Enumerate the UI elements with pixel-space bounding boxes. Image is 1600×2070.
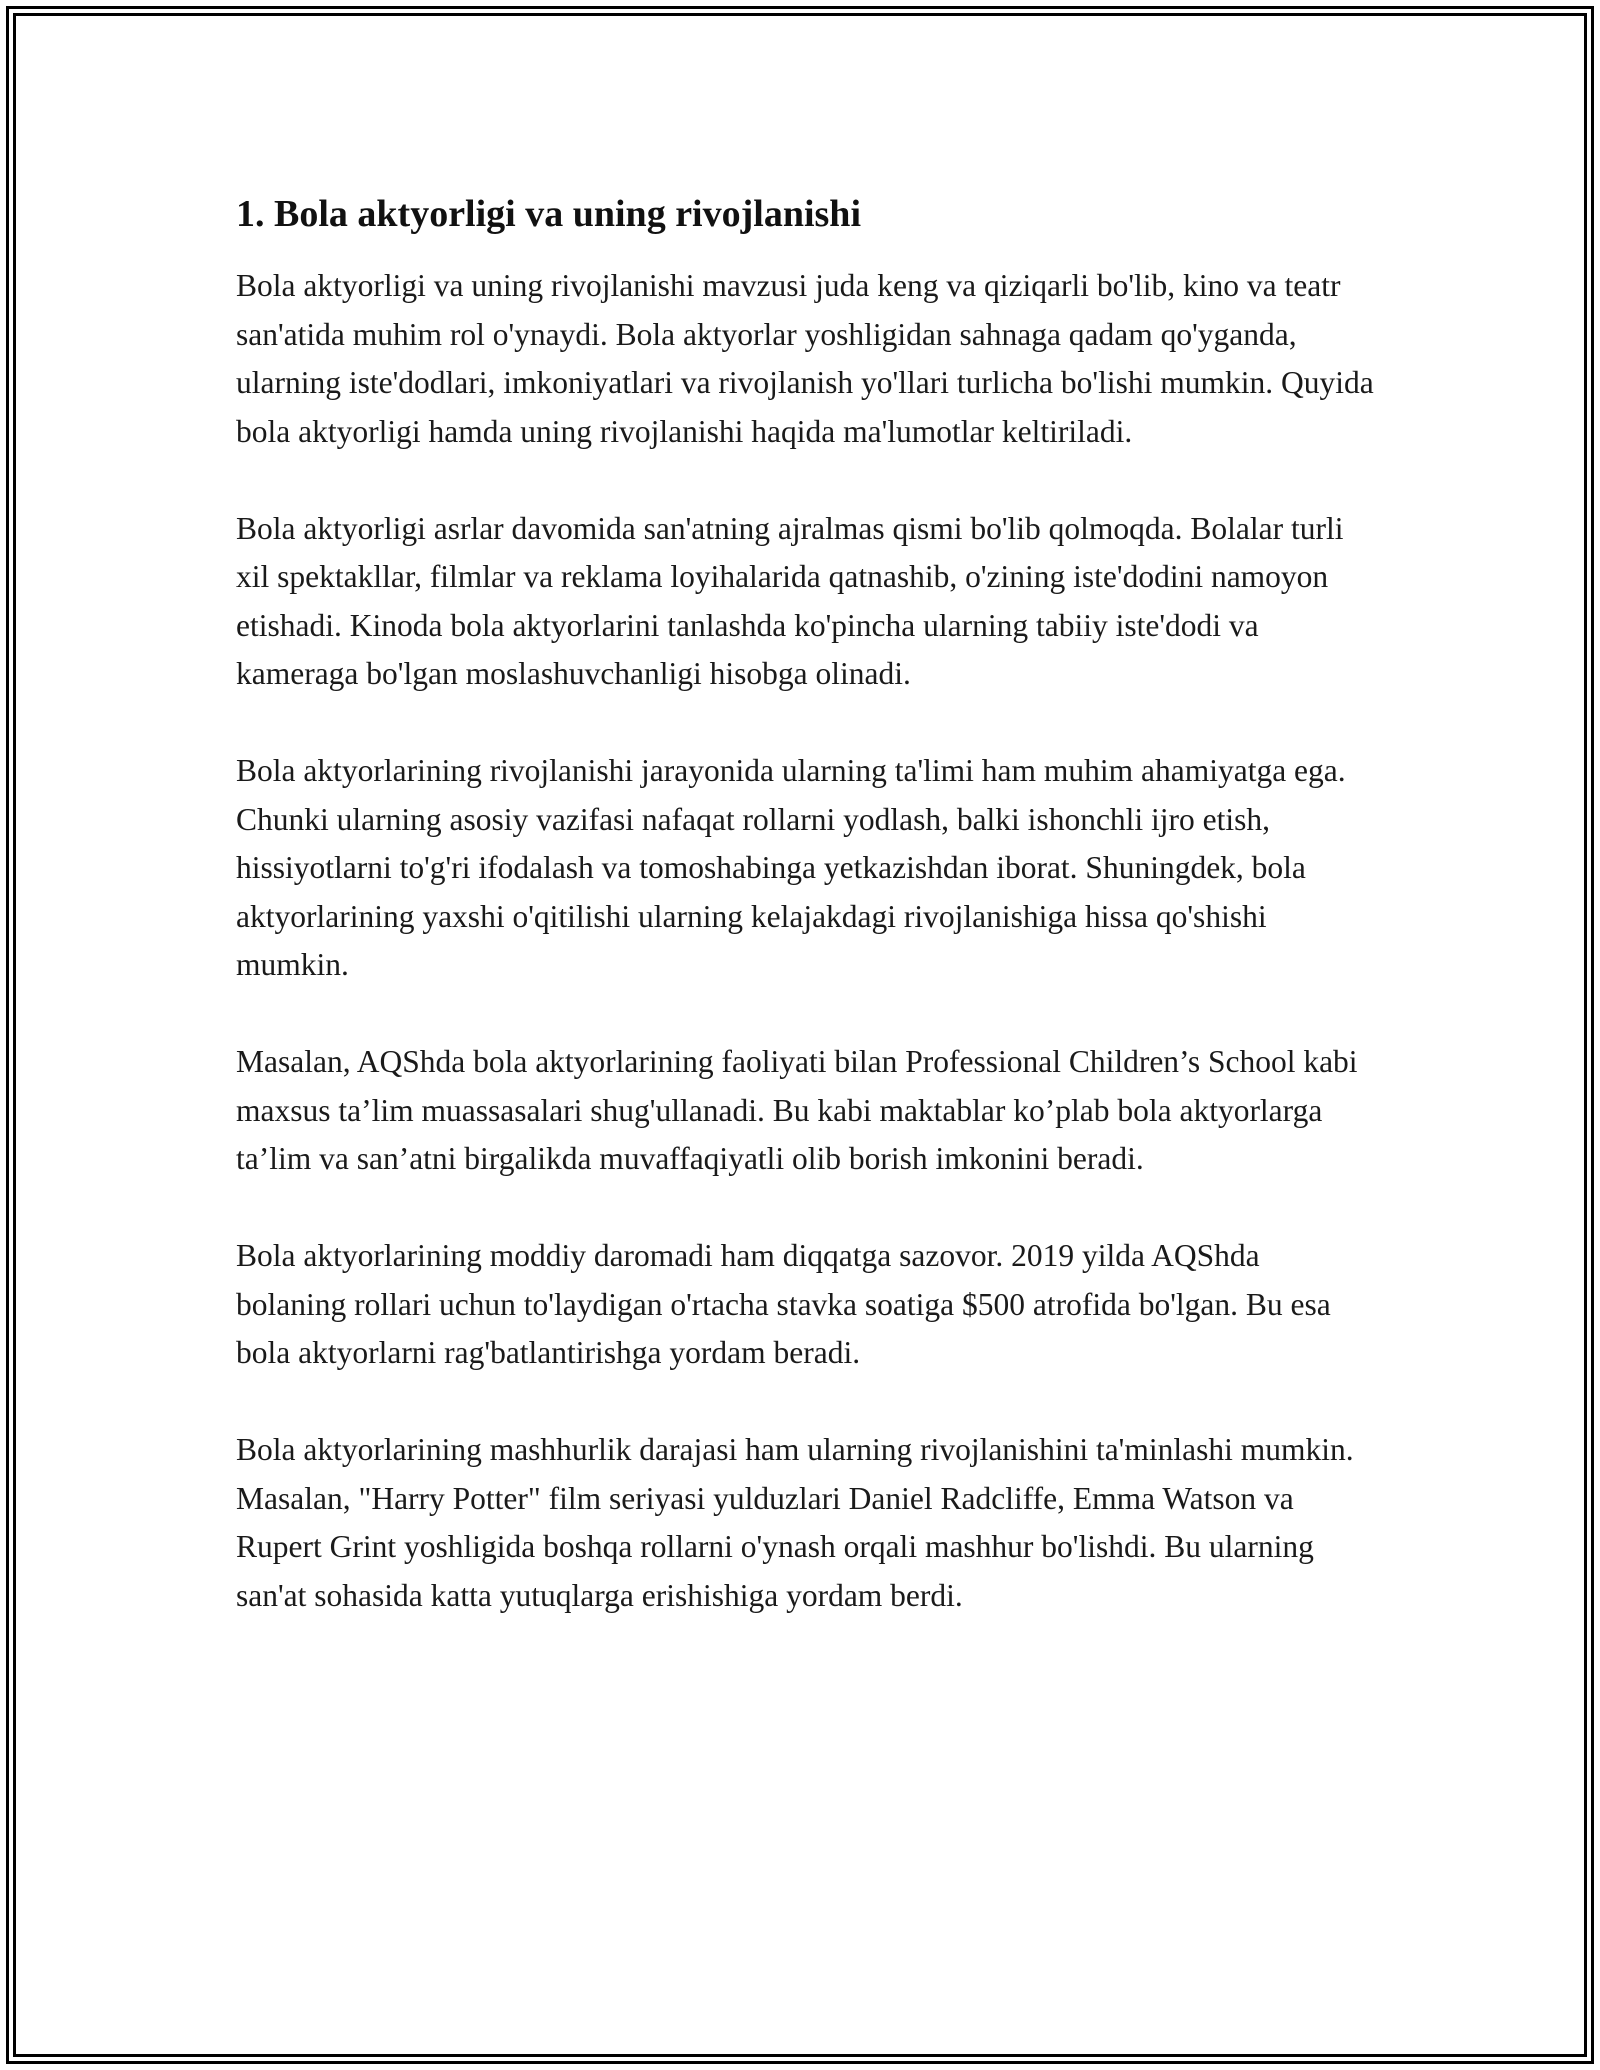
paragraph-3: Bola aktyorlarining rivojlanishi jarayonida ularning ta'limi ham muhim ahamiyatga ega. Chunki ularning asosiy vazifasi nafaqat rollarni yodlash, balki ishonchli ijro etish, hissiyotlarni to'g'ri ifodalash va tomoshabinga yetkazishdan iborat. Shuningdek, bola aktyorlarining yaxshi o'qitilishi ularning kelajakdagi rivojlanishiga hissa qo'shishi mumkin. (236, 753, 1346, 982)
paragraph-2: Bola aktyorligi asrlar davomida san'atning ajralmas qismi bo'lib qolmoqda. Bolalar turli xil spektakllar, filmlar va reklama loyihalarida qatnashib, o'zining iste'dodini namoyon etishadi. Kinoda bola aktyorlarini tanlashda ko'pincha ularning tabiiy iste'dodi va kameraga bo'lgan moslashuvchanligi hisobga olinadi. (236, 510, 1344, 691)
document-body (236, 186, 1376, 1669)
paragraph-5: Bola aktyorlarining moddiy daromadi ham diqqatga sazovor. 2019 yilda AQShda bolaning rollari uchun to'laydigan o'rtacha stavka soatiga $500 atrofida bo'lgan. Bu esa bola aktyorlarni rag'batlantirishga yordam beradi. (236, 1238, 1331, 1370)
paragraph-6: Bola aktyorlarining mashhurlik darajasi ham ularning rivojlanishini ta'minlashi mumkin. Masalan, "Harry Potter" film seriyasi yulduzlari Daniel Radcliffe, Emma Watson va Rupert Grint yoshligida boshqa rollarni o'ynash orqali mashhur bo'lishdi. Bu ularning san'at sohasida katta yutuqlarga erishishiga yordam berdi. (236, 1432, 1354, 1613)
paragraph-1: Bola aktyorligi va uning rivojlanishi mavzusi juda keng va qiziqarli bo'lib, kino va teatr san'atida muhim rol o'ynaydi. Bola aktyorlar yoshligidan sahnaga qadam qo'yganda, ularning iste'dodlari, imkoniyatlari va rivojlanish yo'llari turlicha bo'lishi mumkin. Quyida bola aktyorligi hamda uning rivojlanishi haqida ma'lumotlar keltiriladi. (236, 268, 1374, 449)
section-heading: 1. Bola aktyorligi va uning rivojlanishi (236, 193, 861, 235)
paragraph-4: Masalan, AQShda bola aktyorlarining faoliyati bilan Professional Children’s School kabi maxsus ta’lim muassasalari shug'ullanadi. Bu kabi maktablar ko’plab bola aktyorlarga ta’lim va san’atni birgalikda muvaffaqiyatli olib borish imkonini beradi. (236, 1044, 1358, 1176)
